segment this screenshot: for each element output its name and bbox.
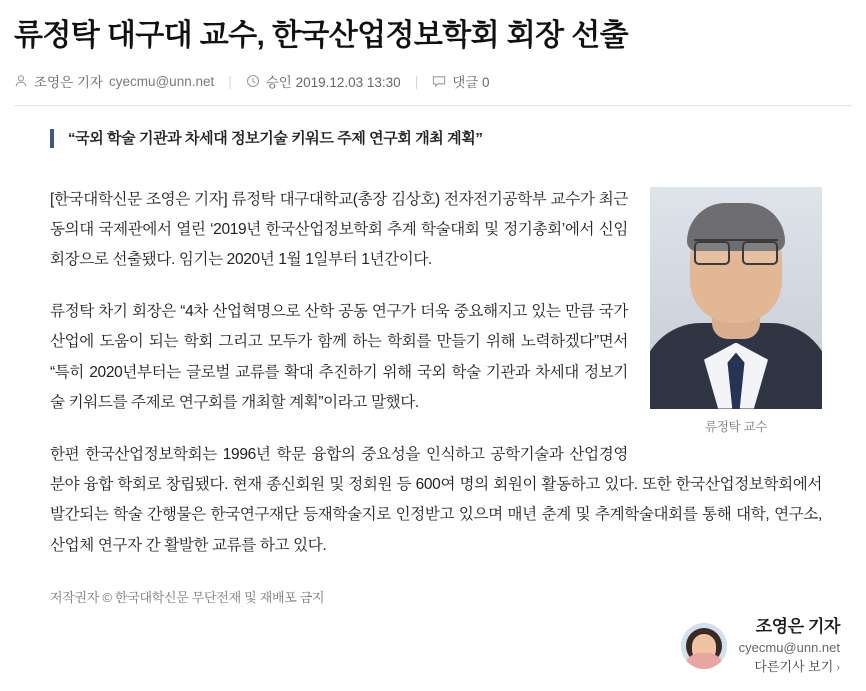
article-paragraph: 류정탁 차기 회장은 “4차 산업혁명으로 산학 공동 연구가 더욱 중요해지고 있는 만큼 국가 산업에 도움이 되는 학회 그리고 모두가 함께 하는 학회를 만들기 위해 노력하겠다”면서 “특히 2020년부터는 글로벌 교류를 확대 추진하기 위해 국외 학술 기관과 차세대 정보기술 키워드를 주제로 연구회를 개최할 계획”이라고 말했다. bbox=[50, 303, 628, 411]
article-body bbox=[14, 106, 852, 606]
reporter-more-articles-link[interactable] bbox=[739, 658, 840, 677]
article-paragraph: [한국대학신문 조영은 기자] 류정탁 대구대학교(총장 김상호) 전자전기공학부 교수가 최근 동의대 국제관에서 열린 ‘2019년 한국산업정보학회 추계 학술대회 및 정기총회’에서 신임 회장으로 선출됐다. 임기는 2020년 1월 1일부터 1년간이다. bbox=[50, 190, 628, 268]
reporter-info bbox=[739, 615, 840, 677]
reporter-name: 조영은 기자 bbox=[755, 616, 840, 636]
meta-author bbox=[14, 71, 214, 91]
copyright-notice: 저작권자 © 한국대학신문 무단전재 및 재배포 금지 bbox=[50, 589, 325, 605]
clock-icon bbox=[246, 74, 260, 88]
page-title: 류정탁 대구대 교수, 한국산업정보학회 회장 선출 bbox=[14, 19, 629, 52]
photo-caption: 류정탁 교수 bbox=[704, 419, 768, 434]
person-icon bbox=[14, 74, 28, 88]
meta-separator-2: | bbox=[414, 73, 419, 89]
reporter-more-label: 다른기사 보기 bbox=[754, 659, 834, 675]
author-email[interactable]: cyecmu@unn.net bbox=[108, 73, 215, 89]
article-meta bbox=[14, 65, 852, 106]
article-paragraph: 한편 한국산업정보학회는 1996년 학문 융합의 중요성을 인식하고 공학기술과 산업경영 분야 융합 학회로 창립됐다. 현재 종신회원 및 정회원 등 600여 명의 회원이 활동하고 있다. 또한 한국산업정보학회에서 발간되는 학술 간행물은 한국연구재단 등재학술지로 인정받고 있으며 매년 춘계 및 추계학술대회를 통해 대학, 연구소, 산업체 연구자 간 활발한 교류를 하고 있다. bbox=[50, 446, 822, 554]
article-photo bbox=[650, 187, 822, 409]
avatar bbox=[681, 623, 727, 669]
comment-count: 댓글 0 bbox=[452, 75, 490, 90]
article-photo-figure bbox=[650, 187, 822, 435]
photo-glasses-shape bbox=[694, 239, 778, 261]
article-subhead: “국외 학술 기관과 차세대 정보기술 키워드 주제 연구회 개최 계획” bbox=[50, 128, 822, 151]
meta-date bbox=[246, 71, 401, 91]
chevron-right-icon: › bbox=[836, 662, 840, 675]
publish-date: 승인 2019.12.03 13:30 bbox=[265, 75, 401, 90]
author-name: 조영은 기자 bbox=[34, 75, 103, 90]
comment-icon bbox=[432, 74, 446, 88]
reporter-email[interactable]: cyecmu@unn.net bbox=[738, 640, 840, 656]
meta-comments[interactable] bbox=[432, 71, 489, 91]
meta-separator-1: | bbox=[228, 73, 232, 89]
reporter-card bbox=[681, 615, 840, 677]
